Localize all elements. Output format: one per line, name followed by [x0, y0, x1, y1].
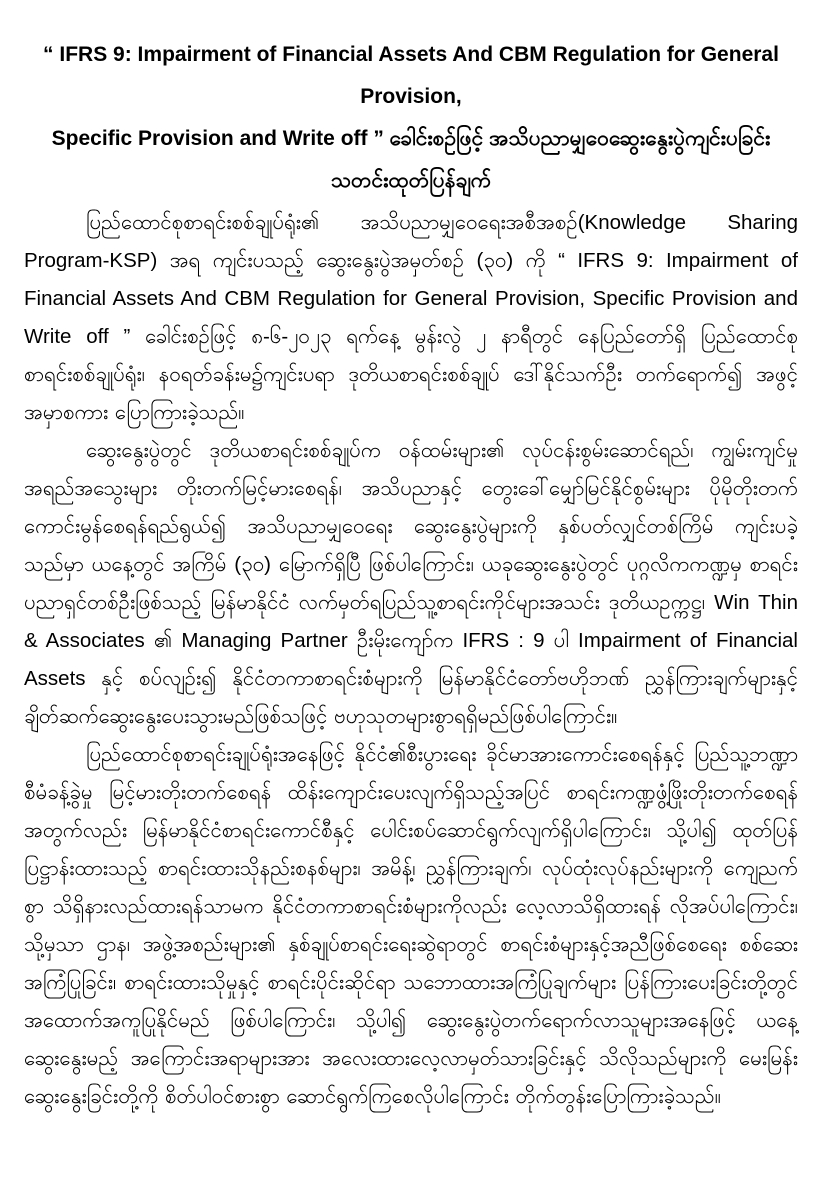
title-line-3: သတင်းထုတ်ပြန်ချက်: [330, 169, 492, 192]
paragraph-event-announcement: ပြည်ထောင်စုစာရင်းစစ်ချုပ်ရုံး၏ အသိပညာမျှဝေရေးအစီအစဉ်(Knowledge Sharing Program-KSP) အရ ကျင်းပသည့် ဆွေးနွေးပွဲအမှတ်စဉ် (၃၀) ကို “ IFRS 9: Impairment of Financial Assets And CBM Regulation for General Provision, Specific Provision and Write off ” ခေါင်းစဉ်ဖြင့် ၈-၆-၂၀၂၃ ရက်နေ့ မွန်းလွဲ ၂ နာရီတွင် နေပြည်တော်ရှိ ပြည်ထောင်စုစာရင်းစစ်ချုပ်ရုံး၊ နဝရတ်ခန်းမ၌ကျင်းပရာ ဒုတိယစာရင်းစစ်ချုပ် ဒေါ်နိုင်သက်ဦး တက်ရောက်၍ အဖွင့်အမှာစကား ပြောကြားခဲ့သည်။: [24, 211, 798, 424]
document-body: [24, 204, 798, 1116]
title-line-1: “ IFRS 9: Impairment of Financial Assets And CBM Regulation for General Provision,: [43, 43, 779, 108]
paragraph-deputy-auditor-general-remarks: ဆွေးနွေးပွဲတွင် ဒုတိယစာရင်းစစ်ချုပ်က ဝန်ထမ်းများ၏ လုပ်ငန်းစွမ်းဆောင်ရည်၊ ကျွမ်းကျင်မှုအရည်အသွေးများ တိုးတက်မြင့်မားစေရန်၊ အသိပညာနှင့် တွေးခေါ်မျှော်မြင်နိုင်စွမ်းများ ပိုမိုတိုးတက်ကောင်းမွန်စေရန်ရည်ရွယ်၍ အသိပညာမျှဝေရေး ဆွေးနွေးပွဲများကို နှစ်ပတ်လျှင်တစ်ကြိမ် ကျင်းပခဲ့သည်မှာ ယနေ့တွင် အကြိမ် (၃၀) မြောက်ရှိပြီ ဖြစ်ပါကြောင်း၊ ယခုဆွေးနွေးပွဲတွင် ပုဂ္ဂလိကကဏ္ဍမှ စာရင်းပညာရှင်တစ်ဦးဖြစ်သည့် မြန်မာနိုင်ငံ လက်မှတ်ရပြည်သူ့စာရင်းကိုင်များအသင်း ဒုတိယဥက္ကဋ္ဌ၊ Win Thin & Associates ၏ Managing Partner ဦးမိုးကျော်က IFRS : 9 ပါ Impairment of Financial Assets နှင့် စပ်လျဉ်း၍ နိုင်ငံတကာစာရင်းစံများကို မြန်မာနိုင်ငံတော်ဗဟိုဘဏ် ညွှန်ကြားချက်များနှင့် ချိတ်ဆက်ဆွေးနွေးပေးသွားမည်ဖြစ်သဖြင့် ဗဟုသုတများစွာရရှိမည်ဖြစ်ပါကြောင်း။: [24, 439, 798, 728]
paragraph-office-role-and-exhortation: ပြည်ထောင်စုစာရင်းချုပ်ရုံးအနေဖြင့် နိုင်ငံ၏စီးပွားရေး ခိုင်မာအားကောင်းစေရန်နှင့် ပြည်သူ့ဘဏ္ဍာစီမံခန့်ခွဲမှု မြင့်မားတိုးတက်စေရန် ထိန်းကျောင်းပေးလျက်ရှိသည့်အပြင် စာရင်းကဏ္ဍဖွံ့ဖြိုးတိုးတက်စေရန်အတွက်လည်း မြန်မာနိုင်ငံစာရင်းကောင်စီနှင့် ပေါင်းစပ်ဆောင်ရွက်လျက်ရှိပါကြောင်း၊ သို့ပါ၍ ထုတ်ပြန်ပြဋ္ဌာန်းထားသည့် စာရင်းထားသိုနည်းစနစ်များ၊ အမိန့်၊ ညွှန်ကြားချက်၊ လုပ်ထုံးလုပ်နည်းများကို ကျေညက်စွာ သိရှိနားလည်ထားရန်သာမက နိုင်ငံတကာစာရင်းစံများကိုလည်း လေ့လာသိရှိထားရန် လိုအပ်ပါကြောင်း၊ သို့မှသာ ဌာန၊ အဖွဲ့အစည်းများ၏ နှစ်ချုပ်စာရင်းရေးဆွဲရာတွင် စာရင်းစံများနှင့်အညီဖြစ်စေရေး စစ်ဆေးအကြံပြုခြင်း၊ စာရင်းထားသိုမှုနှင့် စာရင်းပိုင်းဆိုင်ရာ သဘောထားအကြံပြုချက်များ ပြန်ကြားပေးခြင်းတို့တွင် အထောက်အကူပြုနိုင်မည် ဖြစ်ပါကြောင်း၊ သို့ပါ၍ ဆွေးနွေးပွဲတက်ရောက်လာသူများအနေဖြင့် ယနေ့ဆွေးနွေးမည့် အကြောင်းအရာများအား အလေးထားလေ့လာမှတ်သားခြင်းနှင့် သိလိုသည်များကို မေးမြန်းဆွေးနွေးခြင်းတို့ကို စိတ်ပါဝင်စားစွာ ဆောင်ရွက်ကြစေလိုပါကြောင်း တိုက်တွန်းပြောကြားခဲ့သည်။: [24, 743, 798, 1108]
title-line-2: Specific Provision and Write off ” ခေါင်းစဉ်ဖြင့် အသိပညာမျှဝေဆွေးနွေးပွဲကျင်းပခြင်း: [51, 127, 771, 150]
document-title: [24, 34, 798, 202]
